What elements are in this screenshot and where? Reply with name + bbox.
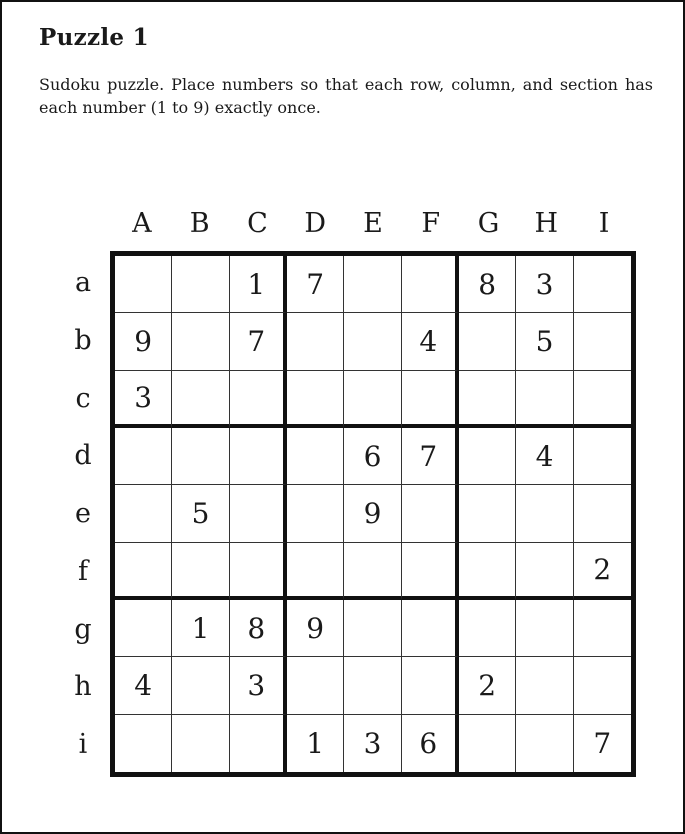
empty-cell-fb[interactable] (172, 543, 229, 600)
given-cell-ah: 3 (516, 256, 573, 313)
given-cell-if: 6 (402, 715, 459, 772)
given-cell-id: 1 (287, 715, 344, 772)
given-cell-hg: 2 (459, 657, 516, 714)
empty-cell-ea[interactable] (115, 485, 172, 542)
row-header-a: a (74, 267, 92, 298)
given-cell-ii: 7 (593, 726, 612, 760)
empty-cell-bi[interactable] (574, 313, 631, 370)
empty-cell-ai[interactable] (574, 256, 631, 313)
empty-cell-he[interactable] (344, 657, 401, 714)
empty-cell-gh[interactable] (516, 600, 573, 657)
empty-cell-cb[interactable] (172, 371, 229, 428)
empty-cell-hh[interactable] (516, 657, 573, 714)
row-header-b: b (74, 324, 92, 356)
sudoku-grid (110, 251, 636, 777)
empty-cell-fa[interactable] (115, 543, 172, 600)
given-cell-df: 7 (402, 428, 459, 485)
row-headers (57, 254, 109, 774)
empty-cell-ge[interactable] (344, 600, 401, 657)
given-cell-hc: 3 (230, 657, 287, 714)
empty-cell-ib[interactable] (172, 715, 229, 772)
given-cell-fi: 2 (574, 543, 631, 600)
column-header-b: B (189, 208, 210, 239)
row-header-i: i (78, 729, 88, 761)
empty-cell-hb[interactable] (172, 657, 229, 714)
given-cell-ad: 7 (287, 256, 344, 313)
column-headers (113, 206, 633, 242)
empty-cell-di[interactable] (574, 428, 631, 485)
empty-cell-dg[interactable] (459, 428, 516, 485)
empty-cell-ec[interactable] (230, 485, 287, 542)
empty-cell-eh[interactable] (516, 485, 573, 542)
empty-cell-fh[interactable] (516, 543, 573, 600)
empty-cell-cd[interactable] (287, 371, 344, 428)
empty-cell-aa[interactable] (115, 256, 172, 313)
empty-cell-ei[interactable] (574, 485, 631, 542)
given-cell-dh: 4 (516, 428, 573, 485)
column-header-c: C (247, 208, 268, 239)
row-header-d: d (74, 440, 92, 472)
given-cell-gc: 8 (230, 600, 287, 657)
row-header-c: c (75, 382, 91, 414)
given-cell-gb: 1 (172, 600, 229, 657)
given-cell-bh: 5 (516, 313, 573, 370)
given-cell-ac: 1 (230, 256, 287, 313)
empty-cell-bb[interactable] (172, 313, 229, 370)
given-cell-ie: 3 (344, 715, 401, 772)
empty-cell-gi[interactable] (574, 600, 631, 657)
empty-cell-ic[interactable] (230, 715, 287, 772)
row-header-f: f (78, 555, 88, 587)
empty-cell-da[interactable] (115, 428, 172, 485)
empty-cell-ia[interactable] (115, 715, 172, 772)
row-header-h: h (74, 671, 92, 703)
given-cell-de: 6 (344, 428, 401, 485)
empty-cell-hi[interactable] (574, 657, 631, 714)
empty-cell-gg[interactable] (459, 600, 516, 657)
column-header-f: F (421, 208, 441, 239)
empty-cell-ih[interactable] (516, 715, 573, 772)
column-header-h: H (534, 208, 559, 239)
given-cell-eb: 5 (172, 485, 229, 542)
puzzle-title: Puzzle 1 (39, 24, 149, 51)
column-header-e: E (363, 208, 383, 239)
empty-cell-hd[interactable] (287, 657, 344, 714)
empty-cell-fg[interactable] (459, 543, 516, 600)
puzzle-instructions: Sudoku puzzle. Place numbers so that each row, column, and section has each number (1 to 9) exactly once. (39, 75, 653, 117)
given-cell-ca: 3 (115, 371, 172, 428)
empty-cell-ed[interactable] (287, 485, 344, 542)
empty-cell-bd[interactable] (287, 313, 344, 370)
empty-cell-hf[interactable] (402, 657, 459, 714)
given-cell-ee: 9 (344, 485, 401, 542)
empty-cell-ef[interactable] (402, 485, 459, 542)
empty-cell-ci[interactable] (574, 371, 631, 428)
given-cell-bf: 4 (402, 313, 459, 370)
empty-cell-dc[interactable] (230, 428, 287, 485)
empty-cell-ga[interactable] (115, 600, 172, 657)
row-header-g: g (74, 613, 92, 645)
empty-cell-cf[interactable] (402, 371, 459, 428)
given-cell-ha: 4 (115, 657, 172, 714)
empty-cell-fe[interactable] (344, 543, 401, 600)
empty-cell-db[interactable] (172, 428, 229, 485)
empty-cell-ig[interactable] (459, 715, 516, 772)
empty-cell-ch[interactable] (516, 371, 573, 428)
column-header-i: I (598, 208, 610, 239)
empty-cell-gf[interactable] (402, 600, 459, 657)
row-header-e: e (75, 498, 91, 530)
given-cell-ag: 8 (459, 256, 516, 313)
empty-cell-eg[interactable] (459, 485, 516, 542)
empty-cell-ff[interactable] (402, 543, 459, 600)
empty-cell-fd[interactable] (287, 543, 344, 600)
empty-cell-af[interactable] (402, 256, 459, 313)
empty-cell-cc[interactable] (230, 371, 287, 428)
column-header-g: G (477, 208, 500, 239)
column-header-d: D (304, 208, 327, 239)
column-header-a: A (132, 208, 152, 239)
empty-cell-ce[interactable] (344, 371, 401, 428)
empty-cell-cg[interactable] (459, 371, 516, 428)
empty-cell-be[interactable] (344, 313, 401, 370)
empty-cell-ab[interactable] (172, 256, 229, 313)
given-cell-ba: 9 (115, 313, 172, 370)
given-cell-gd: 9 (287, 600, 344, 657)
empty-cell-fc[interactable] (230, 543, 287, 600)
empty-cell-bg[interactable] (459, 313, 516, 370)
empty-cell-ae[interactable] (344, 256, 401, 313)
empty-cell-dd[interactable] (287, 428, 344, 485)
given-cell-bc: 7 (230, 313, 287, 370)
